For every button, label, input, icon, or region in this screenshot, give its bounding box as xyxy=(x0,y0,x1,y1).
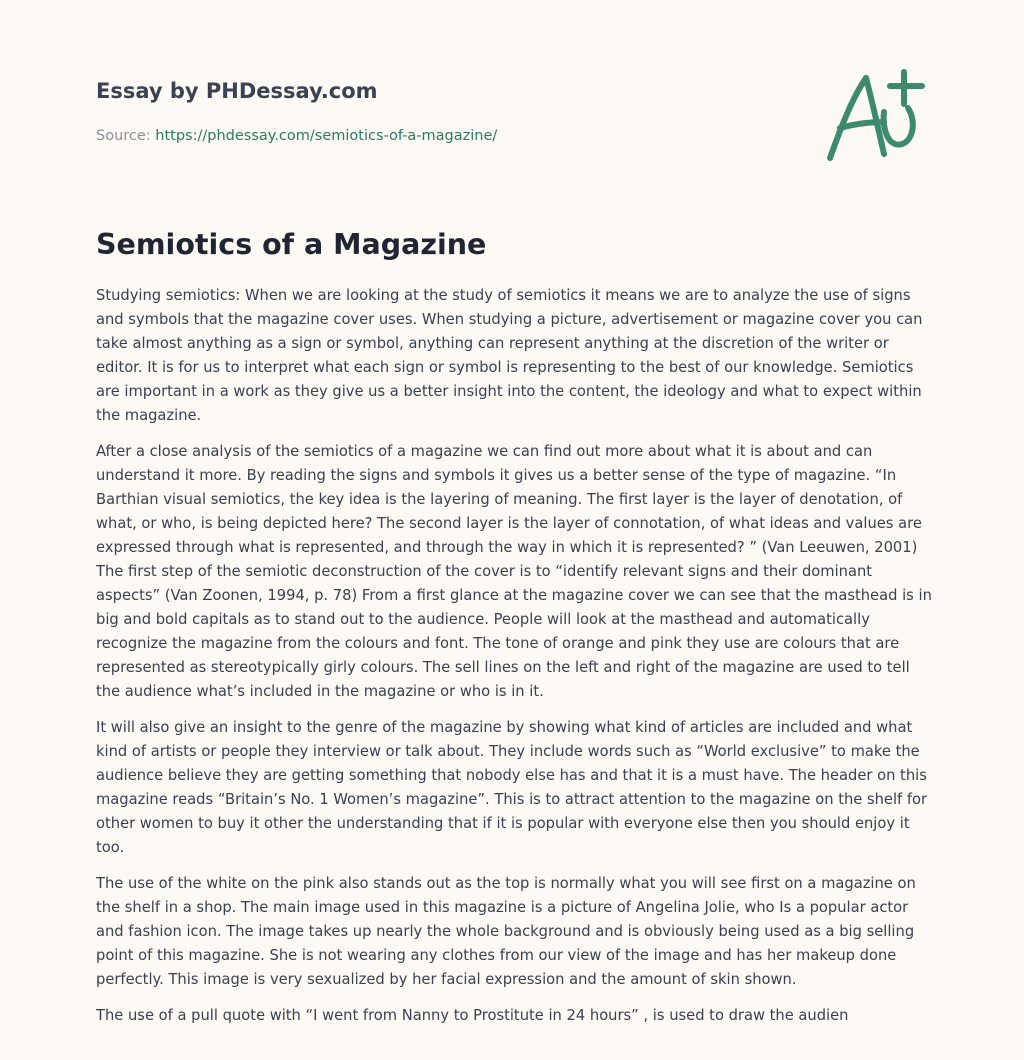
essay-paragraph: The use of a pull quote with “I went from Nanny to Prostitute in 24 hours” , is used to draw the audien xyxy=(96,1007,849,1024)
essay-paragraph: It will also give an insight to the genre of the magazine by showing what kind of articles are included and what kind of artists or people they interview or talk about. They include words such as “World exclusive” to make the audience believe they are getting something that nobody else has and that it is a must have. The header on this magazine reads “Britain’s No. 1 Women’s magazine”. This is to attract attention to the magazine on the shelf for other women to buy it other the understanding that if it is popular with everyone else then you should enjoy it too. xyxy=(96,719,928,856)
essay-paragraph: The use of the white on the pink also stands out as the top is normally what you will see first on a magazine on the shelf in a shop. The main image used in this magazine is a picture of Angelina Jolie, who Is a popular actor and fashion icon. The image takes up nearly the whole background and is obviously being used as a big selling point of this magazine. She is not wearing any clothes from our view of the image and has her makeup done perfectly. This image is very sexualized by her facial expression and the amount of skin shown. xyxy=(96,875,916,988)
source-line xyxy=(96,126,796,146)
essay-body xyxy=(96,284,932,1040)
essay-title: Semiotics of a Magazine xyxy=(96,228,487,261)
a-plus-grade-icon xyxy=(822,68,926,166)
essay-paragraph: Studying semiotics: When we are looking at the study of semiotics it means we are to analyze the use of signs and symbols that the magazine cover uses. When studying a picture, advertisement or magazine cover you can take almost anything as a sign or symbol, anything can represent anything at the discretion of the writer or editor. It is for us to interpret what each sign or symbol is representing to the best of our knowledge. Semiotics are important in a work as they give us a better insight into the content, the ideology and what to expect within the magazine. xyxy=(96,287,923,424)
site-header xyxy=(96,78,796,146)
essay-paragraph: After a close analysis of the semiotics of a magazine we can find out more about what it is about and can understand it more. By reading the signs and symbols it gives us a better sense of the type of magazine. “In Barthian visual semiotics, the key idea is the layering of meaning. The first layer is the layer of denotation, of what, or who, is being depicted here? The second layer is the layer of connotation, of what ideas and values are expressed through what is represented, and through the way in which it is represented? ” (Van Leeuwen, 2001) The first step of the semiotic deconstruction of the cover is to “identify relevant signs and their dominant aspects” (Van Zoonen, 1994, p. 78) From a first glance at the magazine cover we can see that the masthead is in big and bold capitals as to stand out to the audience. People will look at the masthead and automatically recognize the magazine from the colours and font. The tone of orange and pink they use are colours that are represented as stereotypically girly colours. The sell lines on the left and right of the magazine are used to tell the audience what’s included in the magazine or who is in it. xyxy=(96,443,932,700)
site-brand: Essay by PHDessay.com xyxy=(96,79,378,103)
source-link[interactable]: https://phdessay.com/semiotics-of-a-magazine/ xyxy=(155,128,498,144)
source-label: Source: xyxy=(96,128,156,144)
